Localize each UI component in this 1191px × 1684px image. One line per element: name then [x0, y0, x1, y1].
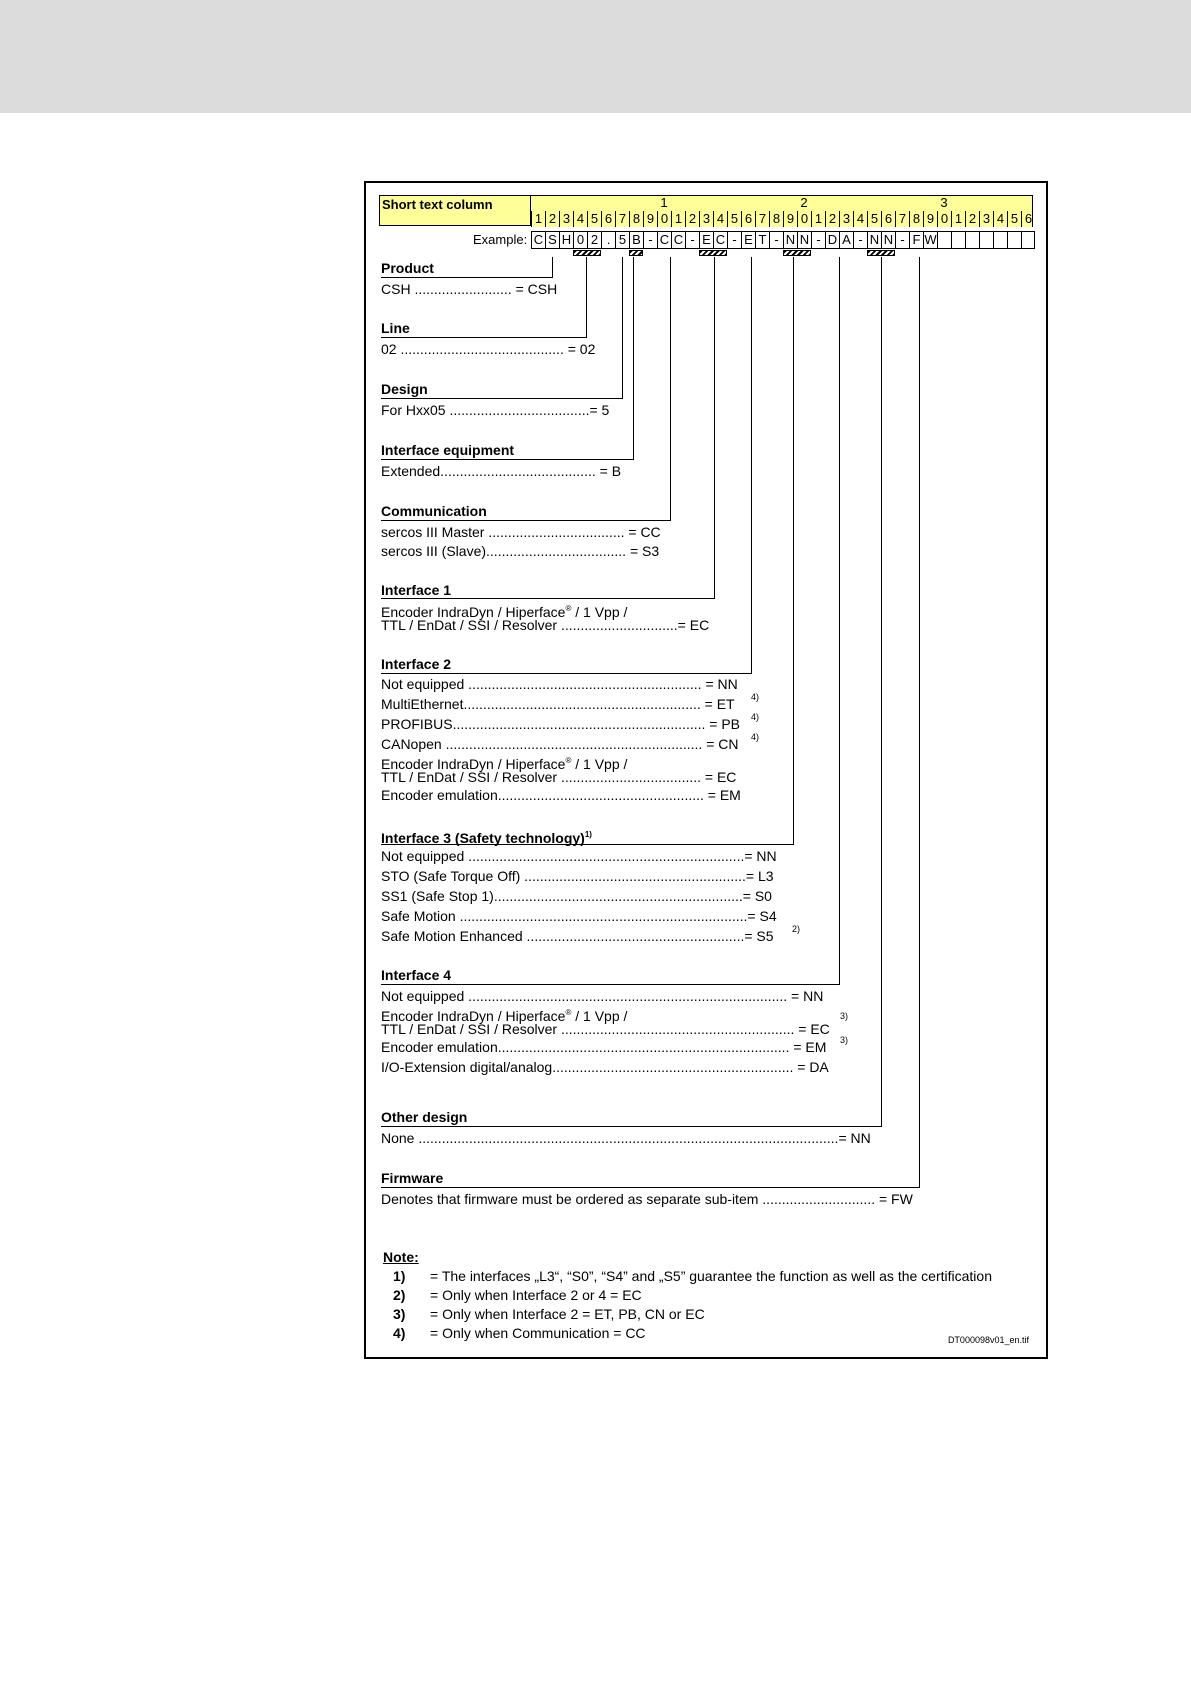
example-char: 0 — [573, 231, 587, 249]
example-char: E — [699, 231, 713, 249]
example-char — [1021, 231, 1035, 249]
interface3-row: STO (Safe Torque Off) .........................................................= L3 — [381, 868, 774, 884]
position-digit: 6 — [1021, 211, 1035, 227]
connector — [839, 257, 840, 984]
note-text: = Only when Interface 2 = ET, PB, CN or EC — [430, 1306, 705, 1322]
example-char — [951, 231, 965, 249]
example-char — [937, 231, 951, 249]
example-char: B — [629, 231, 643, 249]
note-number: 4) — [393, 1325, 406, 1341]
footnote-ref: 4) — [751, 732, 760, 742]
rule — [381, 337, 587, 338]
connector — [670, 257, 671, 520]
footnote-ref: 3) — [840, 1011, 849, 1021]
design-row: For Hxx05 ....................................= 5 — [381, 402, 610, 418]
interface2-row: Not equipped ............................................................ = NN — [381, 676, 738, 692]
interface3-row: Safe Motion Enhanced ........................................................= S5 — [381, 928, 774, 944]
position-digit: 7 — [615, 211, 629, 227]
position-digit: 1 — [531, 211, 545, 227]
product-row: CSH ......................... = CSH — [381, 281, 558, 297]
interface3-row: SS1 (Safe Stop 1)................................................................= S0 — [381, 888, 772, 904]
other-design-heading: Other design — [381, 1109, 468, 1125]
connector — [586, 257, 587, 337]
position-digit: 5 — [727, 211, 741, 227]
position-digit: 4 — [853, 211, 867, 227]
example-char — [965, 231, 979, 249]
example-char: W — [924, 232, 937, 247]
note-text: = The interfaces „L3“, “S0”, “S4” and „S5” guarantee the function as well as the certification — [430, 1268, 992, 1284]
hatch-mark — [867, 250, 895, 256]
example-char: N — [867, 231, 881, 249]
interface1-row: Encoder IndraDyn / Hiperface® / 1 Vpp / — [381, 604, 628, 620]
example-char: - — [853, 231, 867, 249]
rule — [381, 277, 553, 278]
example-char: E — [741, 231, 755, 249]
footnote-ref: 4) — [751, 712, 760, 722]
position-digit: 2 — [825, 211, 839, 227]
connector — [793, 257, 794, 844]
position-digit: 8 — [769, 211, 783, 227]
example-char: H — [559, 231, 573, 249]
interface4-row: I/O-Extension digital/analog.............................................................. = DA — [381, 1059, 829, 1075]
example-char — [979, 231, 993, 249]
position-digit: 9 — [643, 211, 657, 227]
rule — [381, 1126, 882, 1127]
example-char: S — [545, 231, 559, 249]
example-char: - — [811, 231, 825, 249]
communication-row: sercos III (Slave).................................... = S3 — [381, 543, 660, 559]
interface3-row: Safe Motion ..........................................................................= S4 — [381, 908, 777, 924]
connector — [881, 257, 882, 1126]
position-digit: 8 — [629, 211, 643, 227]
interface2-row: CANopen .................................................................. = CN — [381, 736, 739, 752]
interface3-row: Not equipped .......................................................................= NN — [381, 848, 777, 864]
example-char: T — [755, 231, 769, 249]
line-heading: Line — [381, 320, 410, 336]
example-char: C — [531, 231, 545, 249]
rule — [381, 1187, 920, 1188]
position-digit: 9 — [783, 211, 797, 227]
figure-id: DT000098v01_en.tif — [947, 1335, 1029, 1345]
tens-digit: 1 — [660, 195, 668, 210]
position-digit: 2 — [685, 211, 699, 227]
hatch-mark — [629, 250, 643, 256]
interface-equipment-row: Extended........................................ = B — [381, 463, 622, 479]
interface3-heading: Interface 3 (Safety technology)$^{1)}$ — [381, 830, 592, 846]
position-digit: 4 — [993, 211, 1007, 227]
example-char: N — [783, 231, 797, 249]
position-digit: 7 — [895, 211, 909, 227]
connector — [751, 257, 752, 673]
footnote-ref: 3) — [840, 1035, 849, 1045]
example-char: - — [727, 231, 741, 249]
connector — [552, 257, 553, 277]
firmware-row: Denotes that firmware must be ordered as separate sub-item ............................. = FW — [381, 1191, 913, 1207]
position-digit: 9 — [923, 211, 937, 227]
notes-title: Note: — [383, 1249, 419, 1265]
position-digit: 3 — [839, 211, 853, 227]
example-char: . — [601, 231, 615, 249]
position-digit: 0 — [937, 211, 951, 227]
note-number: 1) — [393, 1268, 406, 1284]
design-heading: Design — [381, 381, 428, 397]
tens-digit: 2 — [800, 195, 808, 210]
position-digit: 5 — [867, 211, 881, 227]
connector — [919, 257, 920, 1187]
position-digit: 2 — [965, 211, 979, 227]
footnote-ref: 2) — [792, 924, 801, 934]
interface4-row: TTL / EnDat / SSI / Resolver ............................................................ = EC — [381, 1021, 830, 1037]
position-digit: 1 — [811, 211, 825, 227]
position-digit: 3 — [979, 211, 993, 227]
example-char — [993, 231, 1007, 249]
interface-equipment-heading: Interface equipment — [381, 442, 515, 458]
example-char: C — [671, 231, 685, 249]
hatch-mark — [699, 250, 727, 256]
interface1-row: TTL / EnDat / SSI / Resolver ..............................= EC — [381, 617, 710, 633]
tens-digit: 3 — [940, 195, 948, 210]
interface2-row: MultiEthernet............................................................. = ET — [381, 696, 735, 712]
example-label: Example: — [473, 232, 528, 247]
line-row: 02 .......................................... = 02 — [381, 341, 596, 357]
position-digit: 5 — [587, 211, 601, 227]
interface2-row: TTL / EnDat / SSI / Resolver .................................... = EC — [381, 769, 737, 785]
communication-row: sercos III Master ................................... = CC — [381, 524, 661, 540]
position-digit: 6 — [741, 211, 755, 227]
example-char: - — [769, 231, 783, 249]
page-header-band — [0, 0, 1191, 113]
example-char: 2 — [587, 231, 601, 249]
interface4-row: Not equipped .................................................................................. = NN — [381, 988, 824, 1004]
rule — [381, 398, 623, 399]
short-text-column-title: Short text column — [379, 195, 531, 226]
position-digit: 0 — [657, 211, 671, 227]
communication-heading: Communication — [381, 503, 487, 519]
example-char: - — [643, 231, 657, 249]
note-number: 2) — [393, 1287, 406, 1303]
interface4-row: Encoder IndraDyn / Hiperface® / 1 Vpp / — [381, 1008, 628, 1024]
footnote-ref: 4) — [751, 692, 760, 702]
connector — [633, 257, 634, 459]
position-digit: 5 — [1007, 211, 1021, 227]
example-char: C — [657, 231, 671, 249]
position-digit: 6 — [881, 211, 895, 227]
interface4-heading: Interface 4 — [381, 967, 452, 983]
position-digit: 1 — [671, 211, 685, 227]
position-digit: 4 — [713, 211, 727, 227]
connector — [714, 257, 715, 598]
example-char: - — [685, 231, 699, 249]
interface1-heading: Interface 1 — [381, 582, 452, 598]
position-digit: 6 — [601, 211, 615, 227]
hatch-mark — [573, 250, 601, 256]
interface4-row: Encoder emulation........................................................................... = EM — [381, 1039, 827, 1055]
other-design-row: None ............................................................................................................= NN — [381, 1130, 871, 1146]
interface2-heading: Interface 2 — [381, 656, 452, 672]
note-text: = Only when Interface 2 or 4 = EC — [430, 1287, 642, 1303]
example-char: 5 — [615, 231, 629, 249]
rule — [381, 984, 840, 985]
example-char: C — [713, 231, 727, 249]
example-char: N — [881, 231, 895, 249]
position-digit: 3 — [699, 211, 713, 227]
position-digit: 8 — [909, 211, 923, 227]
interface2-row: Encoder emulation..................................................... = EM — [381, 787, 741, 803]
connector — [622, 257, 623, 398]
interface2-row: Encoder IndraDyn / Hiperface® / 1 Vpp / — [381, 756, 628, 772]
rule — [381, 673, 752, 674]
product-heading: Product — [381, 260, 434, 276]
example-char: F — [909, 231, 923, 249]
rule — [381, 459, 634, 460]
position-digit: 2 — [545, 211, 559, 227]
position-digit: 3 — [559, 211, 573, 227]
firmware-heading: Firmware — [381, 1170, 444, 1186]
example-char: A — [839, 231, 853, 249]
rule — [381, 598, 715, 599]
hatch-mark — [783, 250, 811, 256]
example-char: N — [797, 231, 811, 249]
position-digit: 7 — [755, 211, 769, 227]
example-char: D — [825, 231, 839, 249]
position-digit: 0 — [797, 211, 811, 227]
rule — [381, 520, 671, 521]
interface2-row: PROFIBUS................................................................. = PB — [381, 716, 741, 732]
note-text: = Only when Communication = CC — [430, 1325, 646, 1341]
note-number: 3) — [393, 1306, 406, 1322]
example-char: - — [895, 231, 909, 249]
example-char — [1007, 231, 1021, 249]
position-digit: 4 — [573, 211, 587, 227]
position-digit: 1 — [951, 211, 965, 227]
